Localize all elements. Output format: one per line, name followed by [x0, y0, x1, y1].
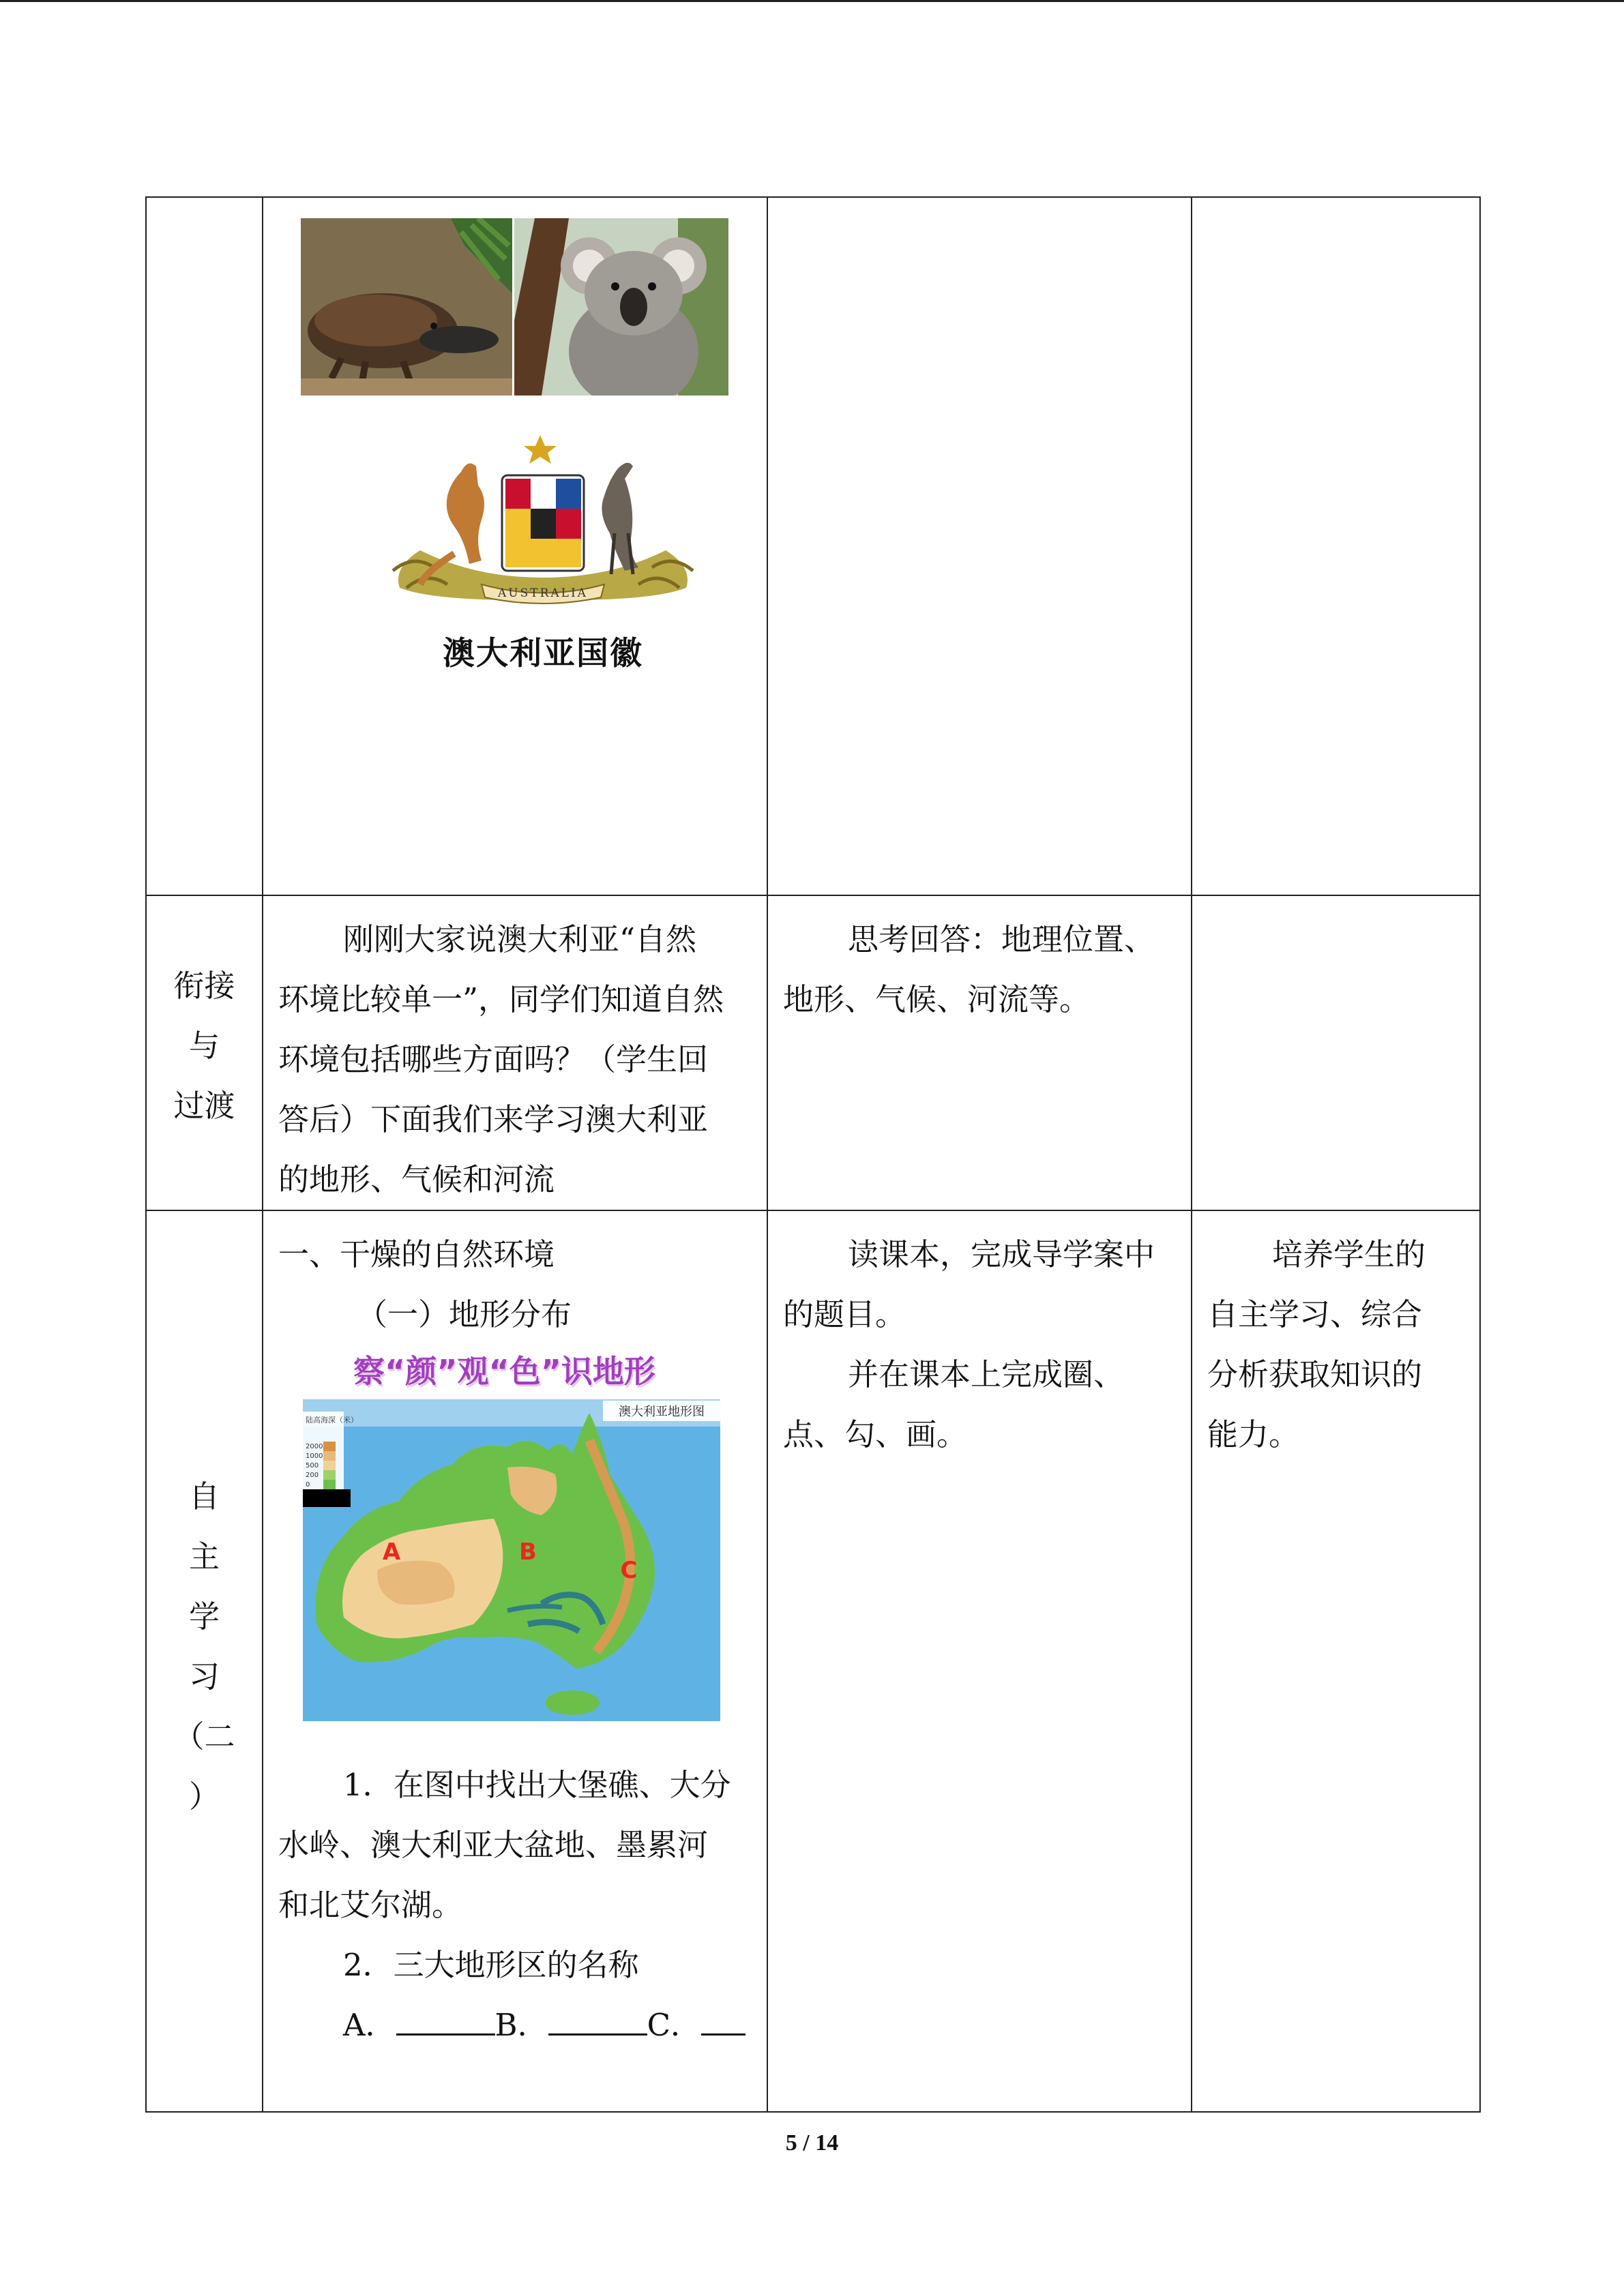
design-intent-cell	[1192, 197, 1480, 895]
text-line: 并在课本上完成圈、	[848, 1356, 1125, 1392]
text-line: 的题目。	[783, 1296, 906, 1332]
text-line: 培养学生的	[1272, 1236, 1426, 1272]
coat-of-arms-icon	[379, 431, 707, 610]
question-line: 和北艾尔湖。	[278, 1887, 463, 1923]
map-label: 澳大利亚地形图	[619, 1405, 705, 1419]
answer-blanks	[278, 1995, 752, 2055]
top-rule	[0, 0, 1624, 2]
emblem-banner-text: AUSTRALIA	[498, 586, 588, 600]
stage-label-line: 主	[188, 1538, 220, 1575]
answer-blank-b[interactable]	[548, 2006, 647, 2036]
stage-label-line: 过渡	[173, 1088, 235, 1124]
map-legend-value: 500	[306, 1462, 319, 1470]
australia-terrain-map	[303, 1399, 720, 1721]
text-line: 分析获取知识的	[1207, 1356, 1423, 1392]
map-legend-value: 2000	[306, 1443, 323, 1450]
map-marker-b: B	[519, 1538, 537, 1566]
stage-cell	[146, 197, 263, 895]
answer-blank-c[interactable]	[701, 2006, 745, 2036]
table-row	[146, 1210, 1480, 2112]
question-line: 水岭、澳大利亚大盆地、墨累河	[278, 1827, 709, 1863]
stage-label-self-study	[146, 1210, 263, 2112]
page-number: 5 / 14	[785, 2130, 839, 2156]
map-legend-value: 200	[306, 1472, 319, 1479]
option-b-label: B．	[494, 2007, 548, 2043]
text-line: 思考回答：地理位置、	[848, 921, 1155, 957]
stage-label-line: ）	[188, 1778, 220, 1815]
text-line: 刚刚大家说澳大利亚“自然	[343, 921, 697, 957]
text-line: 的地形、气候和河流	[278, 1161, 555, 1197]
stage-label-line: （二	[173, 1718, 235, 1755]
text-line: 环境比较单一”，同学们知道自然	[278, 981, 724, 1017]
question-line: 1．在图中找出大堡礁、大分	[343, 1767, 731, 1803]
animal-photos	[301, 218, 728, 396]
text-line: 点、勾、画。	[783, 1416, 968, 1452]
stage-label-line: 习	[188, 1658, 220, 1695]
map-marker-c: C	[620, 1557, 638, 1584]
text-line: 答后）下面我们来学习澳大利亚	[278, 1101, 709, 1137]
content-cell	[263, 197, 767, 895]
koala-photo	[514, 218, 728, 396]
section-heading: 一、干燥的自然环境	[278, 1236, 555, 1272]
design-intent-cell	[1192, 895, 1480, 1210]
stage-label-transition	[146, 895, 263, 1210]
emblem-caption: 澳大利亚国徽	[443, 635, 643, 672]
map-title: 察“颜”观“色”识地形	[353, 1353, 655, 1390]
australia-coat-of-arms	[379, 431, 707, 674]
map-legend-title: 陆高海深（米）	[306, 1416, 358, 1425]
answer-blank-a[interactable]	[396, 2006, 495, 2036]
platypus-photo	[301, 218, 512, 396]
stage-label-line: 自	[188, 1478, 220, 1515]
stage-label-line: 学	[188, 1598, 220, 1635]
text-line: 能力。	[1207, 1416, 1300, 1452]
teacher-content-cell	[263, 895, 767, 1210]
question-line: 2．三大地形区的名称	[343, 1947, 639, 1983]
student-activity-cell	[767, 1210, 1192, 2112]
text-line: 环境包括哪些方面吗？（学生回	[278, 1041, 709, 1077]
text-line: 自主学习、综合	[1207, 1296, 1423, 1332]
stage-label-line: 与	[188, 1028, 220, 1064]
map-legend-value: 0	[306, 1481, 310, 1489]
option-c-label: C．	[647, 2007, 702, 2043]
design-intent-cell	[1192, 1210, 1480, 2112]
student-activity-cell	[767, 895, 1192, 1210]
option-a-label: A．	[343, 2007, 396, 2043]
map-legend-value: 1000	[306, 1452, 323, 1460]
text-line: 读课本，完成导学案中	[848, 1236, 1155, 1272]
stage-label-line: 衔接	[173, 968, 235, 1004]
section-subheading: （一）地形分布	[357, 1296, 572, 1332]
map-marker-a: A	[382, 1538, 401, 1566]
text-line: 地形、气候、河流等。	[783, 981, 1091, 1017]
student-activity-cell	[767, 197, 1192, 895]
table-row	[146, 895, 1480, 1210]
teacher-content-cell	[263, 1210, 767, 2112]
lesson-plan-table	[145, 196, 1481, 2113]
table-row	[146, 197, 1480, 895]
